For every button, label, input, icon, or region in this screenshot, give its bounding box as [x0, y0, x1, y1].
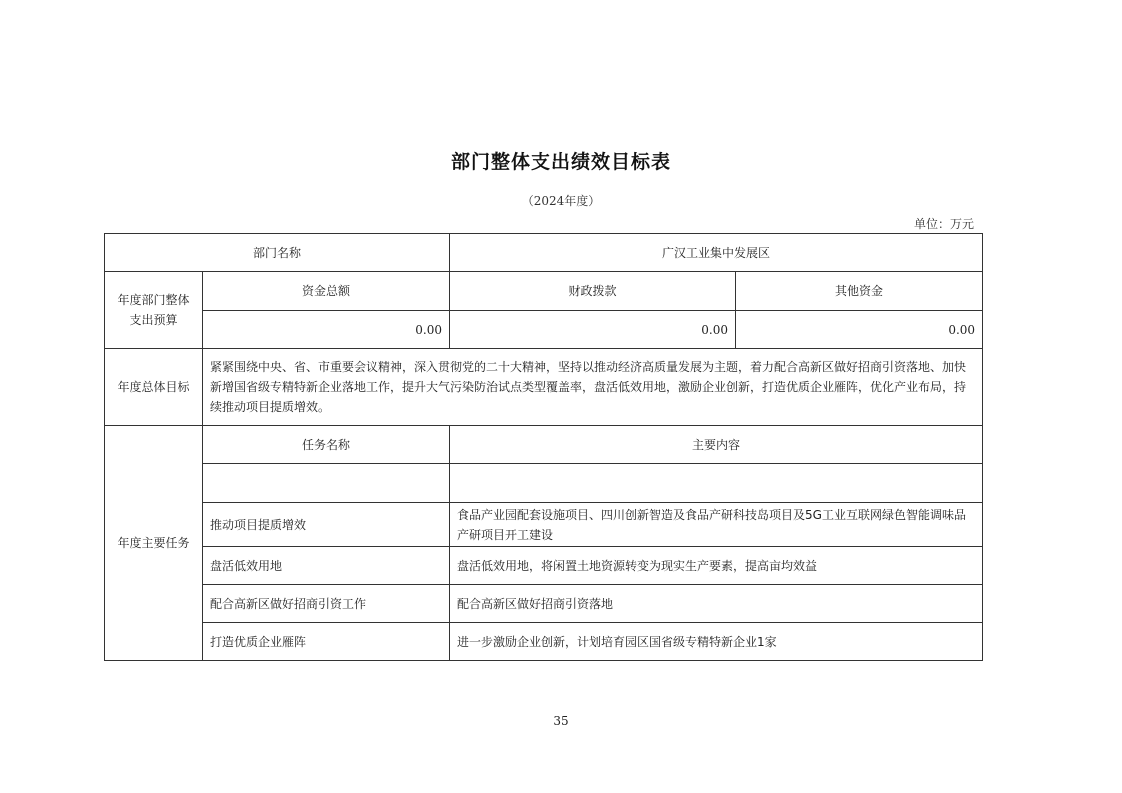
budget-value-other: 0.00	[736, 311, 983, 349]
page-number: 35	[553, 714, 569, 728]
table-row	[105, 585, 983, 623]
table-row	[105, 464, 983, 503]
dept-name-label: 部门名称	[105, 234, 450, 272]
tasks-label: 年度主要任务	[105, 426, 203, 661]
task-name-header: 任务名称	[203, 426, 450, 464]
performance-target-table	[104, 233, 983, 661]
task-content: 食品产业园配套设施项目、四川创新智造及食品产研科技岛项目及5G工业互联网绿色智能调味品产研项目开工建设	[450, 503, 983, 547]
task-name: 配合高新区做好招商引资工作	[203, 585, 450, 623]
budget-value-total: 0.00	[203, 311, 450, 349]
budget-value-fiscal: 0.00	[450, 311, 736, 349]
table-row-budget-headers	[105, 272, 983, 311]
task-content	[450, 464, 983, 503]
task-content-header: 主要内容	[450, 426, 983, 464]
task-content: 配合高新区做好招商引资落地	[450, 585, 983, 623]
table-row	[105, 547, 983, 585]
table-row	[105, 503, 983, 547]
unit-label: 单位：万元	[913, 217, 974, 231]
dept-name-value: 广汉工业集中发展区	[450, 234, 983, 272]
table-row-budget-values	[105, 311, 983, 349]
budget-header-other: 其他资金	[736, 272, 983, 311]
task-content: 进一步激励企业创新，计划培育园区国省级专精特新企业1家	[450, 623, 983, 661]
page-title: 部门整体支出绩效目标表	[450, 151, 671, 173]
task-name: 推动项目提质增效	[203, 503, 450, 547]
budget-header-total: 资金总额	[203, 272, 450, 311]
table-row	[105, 623, 983, 661]
table-row-annual-goal	[105, 349, 983, 426]
task-name: 盘活低效用地	[203, 547, 450, 585]
table-row-department	[105, 234, 983, 272]
task-name	[203, 464, 450, 503]
annual-goal-label: 年度总体目标	[105, 349, 203, 426]
table-row-task-headers	[105, 426, 983, 464]
annual-goal-text: 紧紧围绕中央、省、市重要会议精神，深入贯彻党的二十大精神，坚持以推动经济高质量发展为主题，着力配合高新区做好招商引资落地、加快新增国省级专精特新企业落地工作，提升大气污染防治试点类型覆盖率，盘活低效用地，激励企业创新，打造优质企业雁阵，优化产业布局，持续推动项目提质增效。	[203, 349, 983, 426]
task-name: 打造优质企业雁阵	[203, 623, 450, 661]
budget-header-fiscal: 财政拨款	[450, 272, 736, 311]
year-subtitle: （2024年度）	[521, 194, 601, 208]
budget-label: 年度部门整体支出预算	[105, 272, 203, 349]
task-content: 盘活低效用地，将闲置土地资源转变为现实生产要素，提高亩均效益	[450, 547, 983, 585]
